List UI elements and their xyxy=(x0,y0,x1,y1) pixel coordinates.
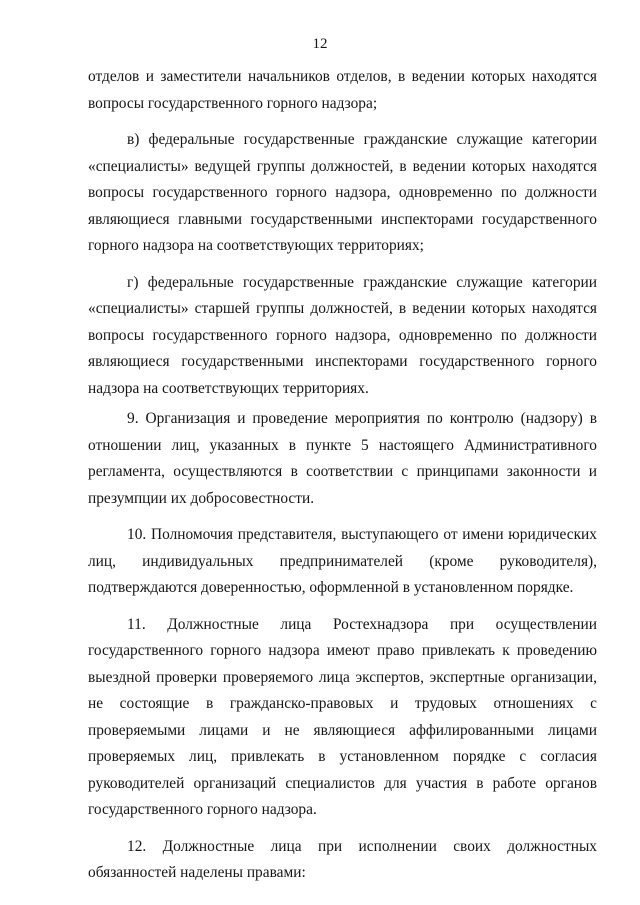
document-body xyxy=(88,64,597,887)
paragraph-continuation: отделов и заместители начальников отделов, в ведении которых находятся вопросы государственного горного надзора; xyxy=(88,68,597,112)
paragraph-item-g: г) федеральные государственные гражданские служащие категории «специалисты» старшей группы должностей, в ведении которых находятся вопросы государственного горного надзора, одновременно по должности являющиеся государственными инспекторами государственного горного надзора на соответствующих территориях. xyxy=(88,273,597,397)
page-number: 12 xyxy=(312,36,328,52)
paragraph-item-v: в) федеральные государственные гражданские служащие категории «специалисты» ведущей группы должностей, в ведении которых находятся вопросы государственного горного надзора, одновременно по должности являющиеся главными государственными инспекторами государственного горного надзора на соответствующих территориях; xyxy=(88,131,597,254)
paragraph-clause-9: 9. Организация и проведение мероприятия по контролю (надзору) в отношении лиц, указанных в пункте 5 настоящего Административного регламента, осуществляются в соответствии с принципами законности и презумпции их добросовестности. xyxy=(88,410,597,507)
paragraph-clause-12: 12. Должностные лица при исполнении своих должностных обязанностей наделены правами: xyxy=(88,837,597,881)
paragraph-clause-10: 10. Полномочия представителя, выступающего от имени юридических лиц, индивидуальных предпринимателей (кроме руководителя), подтверждаются доверенностью, оформленной в установленном порядке. xyxy=(88,526,597,596)
paragraph-clause-11: 11. Должностные лица Ростехнадзора при осуществлении государственного горного надзора имеют право привлекать к проведению выездной проверки проверяемого лица экспертов, экспертные организации, не состоящие в гражданско-правовых и трудовых отношениях с проверяемыми лицами и не являющиеся аффилированными лицами проверяемых лиц, привлекать в установленном порядке с согласия руководителей организаций специалистов для участия в работе органов государственного горного надзора. xyxy=(88,615,597,818)
